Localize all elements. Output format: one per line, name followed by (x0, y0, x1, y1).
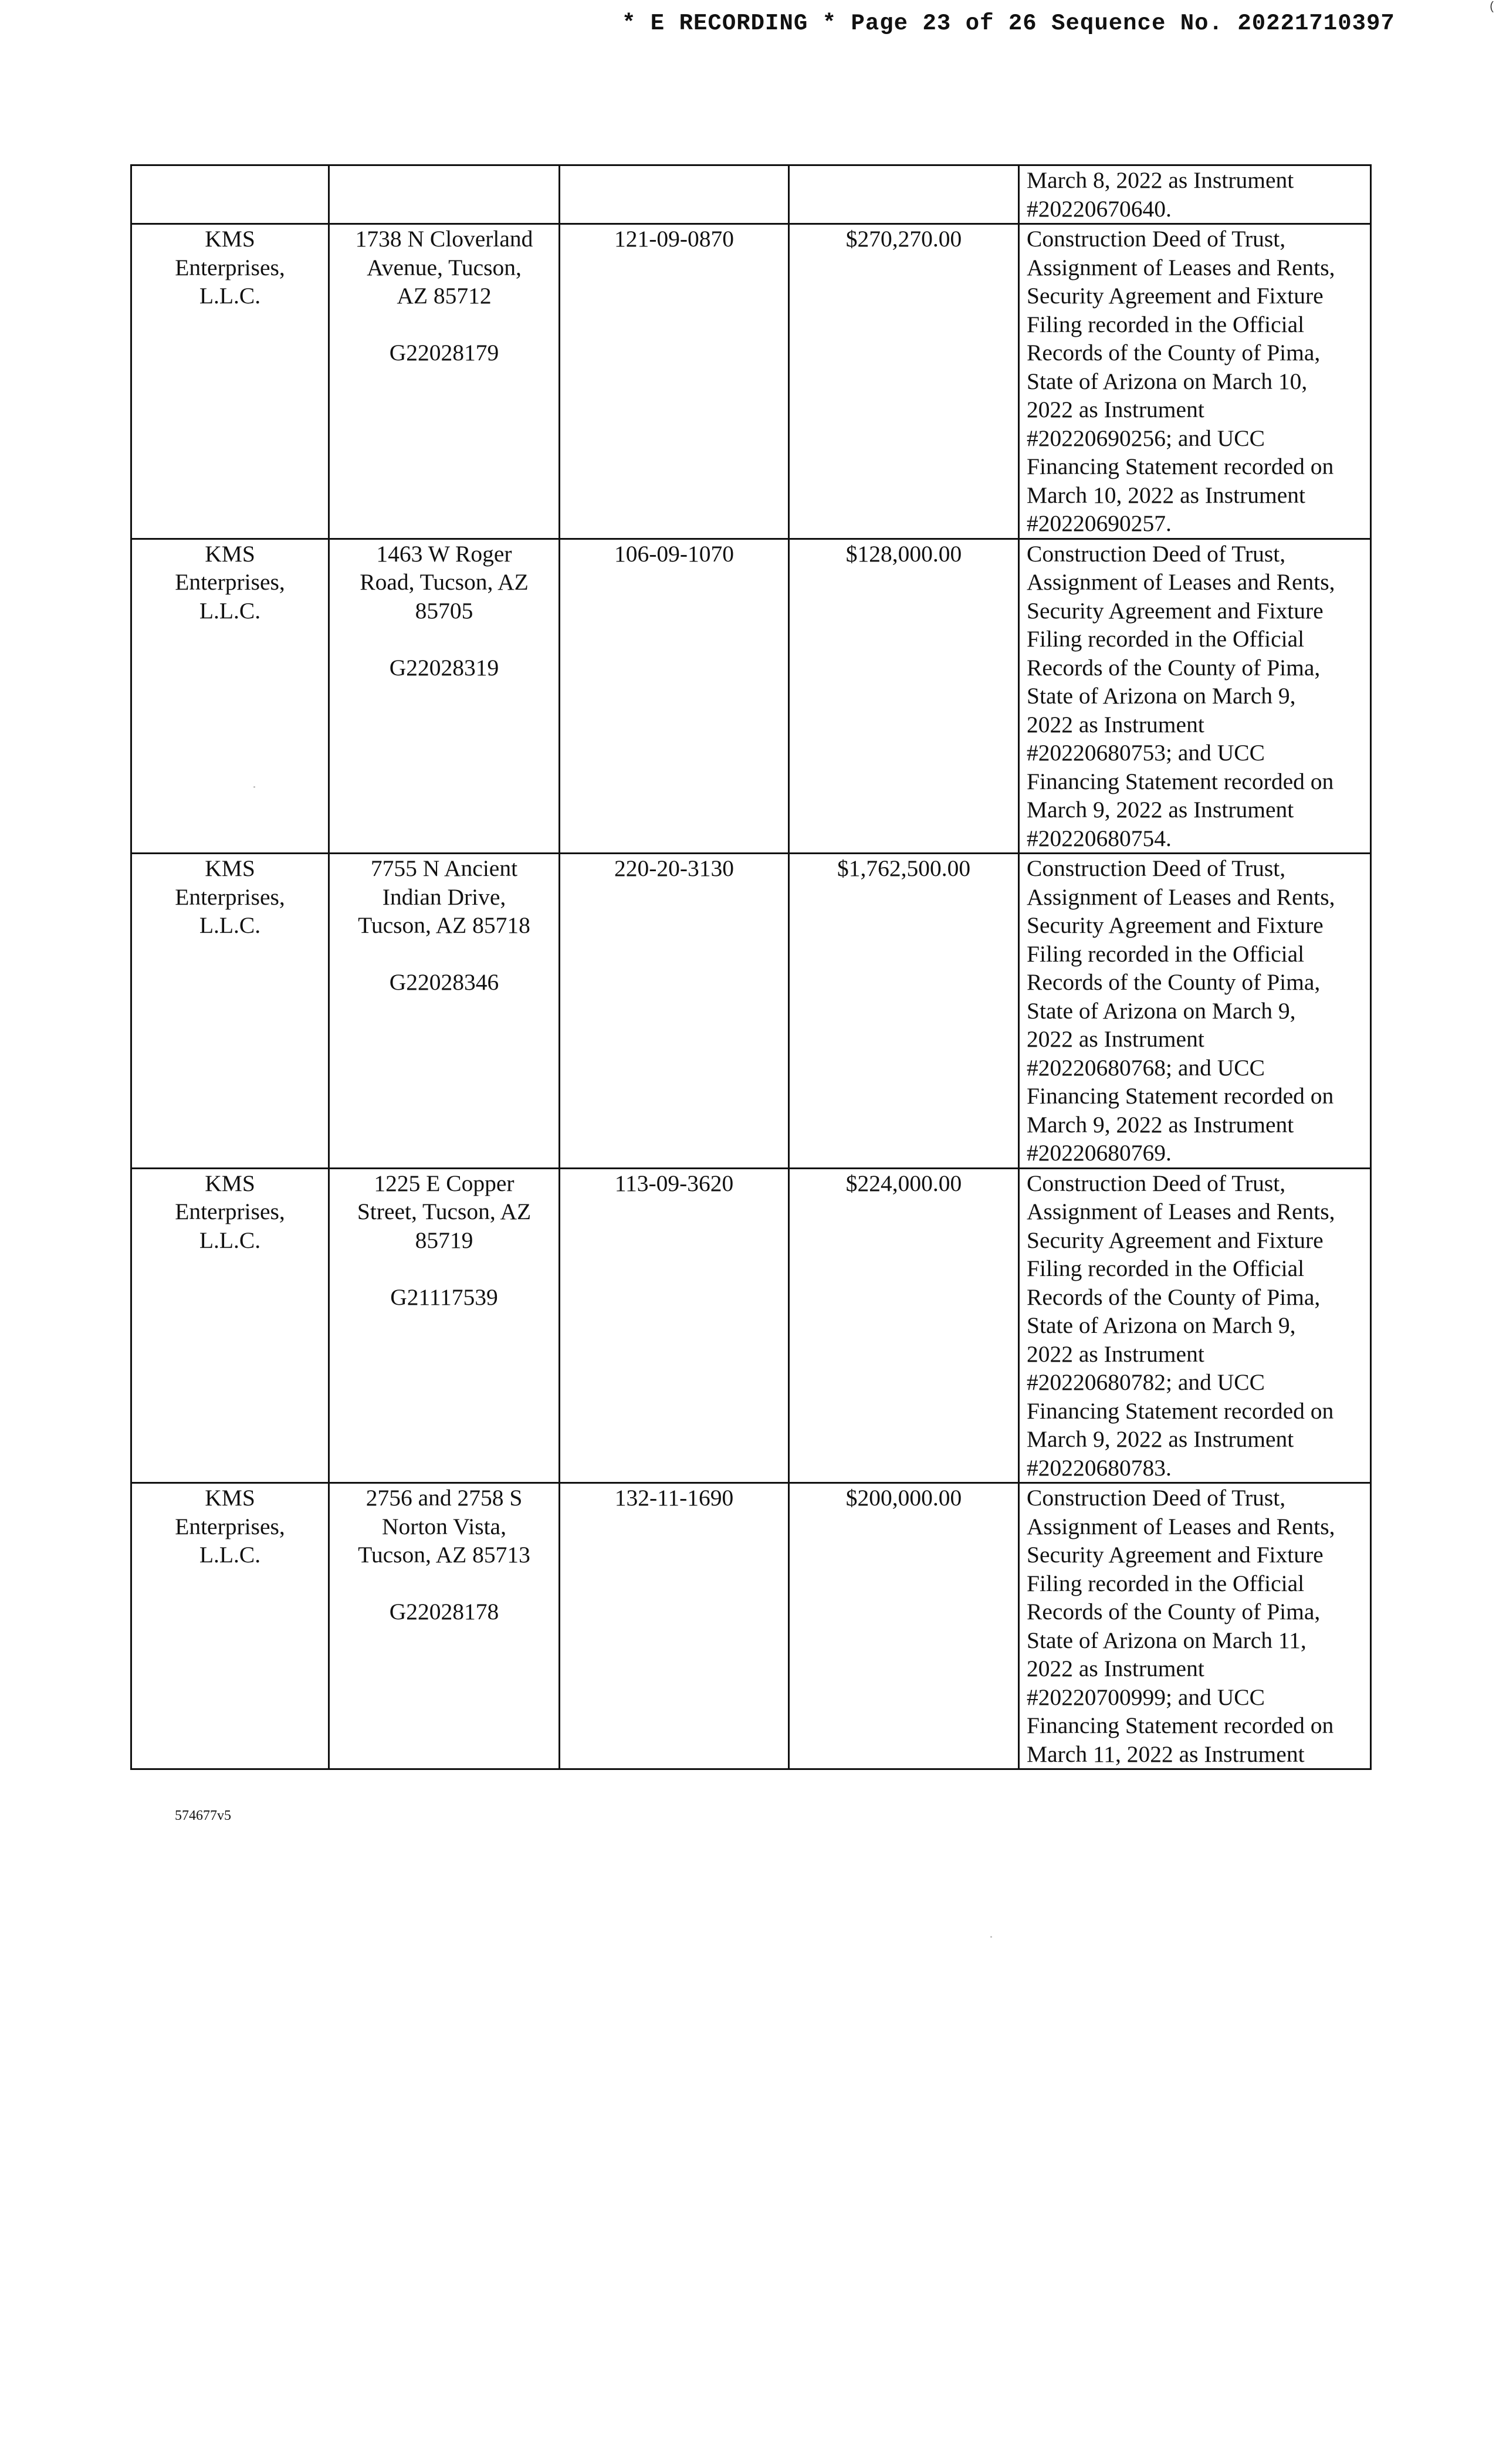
owner-line: L.L.C. (199, 1227, 261, 1253)
parcel-number: 121-09-0870 (614, 226, 735, 252)
description-line: Records of the County of Pima, (1027, 340, 1321, 365)
address-line: Avenue, Tucson, (367, 254, 522, 280)
description-line: Construction Deed of Trust, (1027, 226, 1286, 252)
loan-amount: $270,270.00 (845, 226, 962, 252)
owner-cell (131, 1168, 329, 1483)
description-line: #20220680753; and UCC (1027, 740, 1265, 766)
scan-speck (990, 1936, 992, 1938)
owner-line: KMS (205, 540, 255, 567)
address-line: 1738 N Cloverland (355, 226, 533, 252)
address-line: 1225 E Copper (374, 1170, 515, 1196)
owner-line: KMS (205, 1485, 255, 1511)
description-line: #20220680768; and UCC (1027, 1054, 1265, 1081)
address-line: Tucson, AZ 85713 (358, 1542, 530, 1568)
description-line: State of Arizona on March 9, (1027, 683, 1296, 709)
parcel-number: 106-09-1070 (614, 540, 735, 567)
description-line: Records of the County of Pima, (1027, 1599, 1321, 1624)
owner-cell (131, 854, 329, 1169)
description-line: Filing recorded in the Official (1027, 626, 1305, 652)
address-line: 1463 W Roger (376, 540, 512, 567)
address-line: AZ 85712 (397, 283, 492, 309)
description-line: State of Arizona on March 9, (1027, 1312, 1296, 1338)
description-line: #20220680783. (1027, 1454, 1172, 1481)
description-line: Financing Statement recorded on (1027, 1397, 1334, 1424)
table-row (131, 854, 1371, 1169)
description-line: Security Agreement and Fixture (1027, 1542, 1324, 1568)
description-line: State of Arizona on March 9, (1027, 997, 1296, 1024)
spacer (337, 940, 551, 969)
order-number: G22028346 (389, 969, 499, 995)
description-line: #20220690256; and UCC (1027, 425, 1265, 451)
address-line: Tucson, AZ 85718 (358, 912, 530, 938)
description-line: Records of the County of Pima, (1027, 969, 1321, 995)
description-line: Construction Deed of Trust, (1027, 540, 1286, 567)
description-line: Security Agreement and Fixture (1027, 912, 1324, 938)
table-row (131, 1168, 1371, 1483)
loan-amount: $200,000.00 (845, 1485, 962, 1511)
spacer (337, 310, 551, 339)
owner-line: Enterprises, (175, 1513, 285, 1539)
spacer (337, 1569, 551, 1598)
owner-line: KMS (205, 1170, 255, 1196)
owner-line: Enterprises, (175, 569, 285, 595)
owner-line: L.L.C. (199, 283, 261, 309)
address-line: Norton Vista, (382, 1513, 506, 1539)
property-table (130, 164, 1372, 1770)
description-line: March 10, 2022 as Instrument (1027, 482, 1306, 508)
amount-cell (789, 539, 1019, 854)
owner-line: L.L.C. (199, 597, 261, 624)
address-line: 85705 (415, 597, 473, 624)
description-line: Records of the County of Pima, (1027, 654, 1321, 681)
description-line: Assignment of Leases and Rents, (1027, 569, 1335, 595)
description-line: #20220690257. (1027, 510, 1172, 536)
spacer (337, 1254, 551, 1283)
address-cell (329, 1483, 560, 1769)
description-cell (1019, 1483, 1371, 1769)
parcel-cell (560, 1168, 789, 1483)
description-line: March 11, 2022 as Instrument (1027, 1741, 1305, 1767)
parcel-cell (560, 165, 789, 224)
description-line: March 9, 2022 as Instrument (1027, 1111, 1294, 1138)
table-row-continued (131, 165, 1371, 224)
table-row (131, 224, 1371, 539)
address-line: Road, Tucson, AZ (360, 569, 529, 595)
description-line: Filing recorded in the Official (1027, 1255, 1305, 1281)
loan-amount: $128,000.00 (845, 540, 962, 567)
parcel-cell (560, 224, 789, 539)
amount-cell (789, 1168, 1019, 1483)
description-line: #20220680782; and UCC (1027, 1369, 1265, 1395)
owner-cell (131, 539, 329, 854)
parcel-number: 220-20-3130 (614, 855, 735, 881)
owner-line: KMS (205, 226, 255, 252)
address-line: 2756 and 2758 S (365, 1485, 523, 1511)
amount-cell (789, 854, 1019, 1169)
address-line: Street, Tucson, AZ (357, 1199, 532, 1224)
owner-line: Enterprises, (175, 1199, 285, 1224)
description-cell (1019, 539, 1371, 854)
description-line: Financing Statement recorded on (1027, 453, 1334, 479)
parcel-cell (560, 1483, 789, 1769)
document-id: 574677v5 (175, 1808, 231, 1823)
description-line: #20220680769. (1027, 1140, 1172, 1166)
owner-line: L.L.C. (199, 1542, 261, 1568)
owner-cell (131, 165, 329, 224)
owner-line: Enterprises, (175, 884, 285, 910)
order-number: G22028178 (389, 1599, 499, 1624)
order-number: G22028179 (389, 340, 499, 365)
parcel-number: 113-09-3620 (614, 1170, 734, 1196)
description-line: Security Agreement and Fixture (1027, 597, 1324, 624)
table-row (131, 1483, 1371, 1769)
description-line: 2022 as Instrument (1027, 1656, 1204, 1681)
table-row (131, 539, 1371, 854)
amount-cell (789, 165, 1019, 224)
owner-cell (131, 224, 329, 539)
amount-cell (789, 224, 1019, 539)
description-line: March 9, 2022 as Instrument (1027, 1426, 1294, 1452)
address-cell (329, 224, 560, 539)
address-line: 85719 (415, 1227, 473, 1253)
parcel-cell (560, 854, 789, 1169)
amount-cell (789, 1483, 1019, 1769)
description-cell (1019, 1168, 1371, 1483)
description-line: Assignment of Leases and Rents, (1027, 254, 1335, 280)
description-line: Security Agreement and Fixture (1027, 1227, 1324, 1253)
owner-line: L.L.C. (199, 912, 261, 938)
description-line: Assignment of Leases and Rents, (1027, 1199, 1335, 1224)
parcel-cell (560, 539, 789, 854)
description-line: Filing recorded in the Official (1027, 940, 1305, 967)
loan-amount: $1,762,500.00 (837, 855, 971, 881)
loan-amount: $224,000.00 (845, 1170, 962, 1196)
parcel-number: 132-11-1690 (614, 1485, 734, 1511)
owner-line: KMS (205, 855, 255, 881)
order-number: G22028319 (389, 654, 499, 681)
description-line: State of Arizona on March 10, (1027, 368, 1308, 394)
description-line: #20220680754. (1027, 825, 1172, 851)
address-cell (329, 165, 560, 224)
description-line: Assignment of Leases and Rents, (1027, 884, 1335, 910)
spacer (337, 625, 551, 654)
scan-speck (253, 786, 255, 788)
description-line: Assignment of Leases and Rents, (1027, 1513, 1335, 1539)
description-line: March 8, 2022 as Instrument (1027, 167, 1294, 193)
description-line: Construction Deed of Trust, (1027, 1170, 1286, 1196)
description-cell (1019, 165, 1371, 224)
owner-line: Enterprises, (175, 254, 285, 280)
owner-cell (131, 1483, 329, 1769)
description-line: #20220700999; and UCC (1027, 1684, 1265, 1710)
description-line: Construction Deed of Trust, (1027, 855, 1286, 881)
description-line: March 9, 2022 as Instrument (1027, 797, 1294, 823)
description-line: Financing Statement recorded on (1027, 1083, 1334, 1109)
recording-header: * E RECORDING * Page 23 of 26 Sequence No. 20221710397 (622, 11, 1395, 36)
description-line: Security Agreement and Fixture (1027, 283, 1324, 309)
address-line: Indian Drive, (382, 884, 506, 910)
description-cell (1019, 854, 1371, 1169)
description-line: Financing Statement recorded on (1027, 768, 1334, 794)
description-line: Construction Deed of Trust, (1027, 1485, 1286, 1511)
description-line: 2022 as Instrument (1027, 1341, 1204, 1367)
property-table-body (131, 165, 1371, 1769)
description-line: 2022 as Instrument (1027, 711, 1204, 737)
description-line: Financing Statement recorded on (1027, 1712, 1334, 1738)
description-line: 2022 as Instrument (1027, 397, 1204, 422)
description-line: #20220670640. (1027, 195, 1172, 222)
edge-mark: ( (1490, 0, 1494, 13)
order-number: G21117539 (390, 1284, 498, 1310)
address-cell (329, 854, 560, 1169)
address-cell (329, 1168, 560, 1483)
address-line: 7755 N Ancient (370, 855, 518, 881)
description-line: Filing recorded in the Official (1027, 311, 1305, 337)
description-line: Records of the County of Pima, (1027, 1284, 1321, 1310)
description-line: Filing recorded in the Official (1027, 1570, 1305, 1596)
description-cell (1019, 224, 1371, 539)
description-line: 2022 as Instrument (1027, 1026, 1204, 1052)
description-line: State of Arizona on March 11, (1027, 1627, 1307, 1653)
address-cell (329, 539, 560, 854)
